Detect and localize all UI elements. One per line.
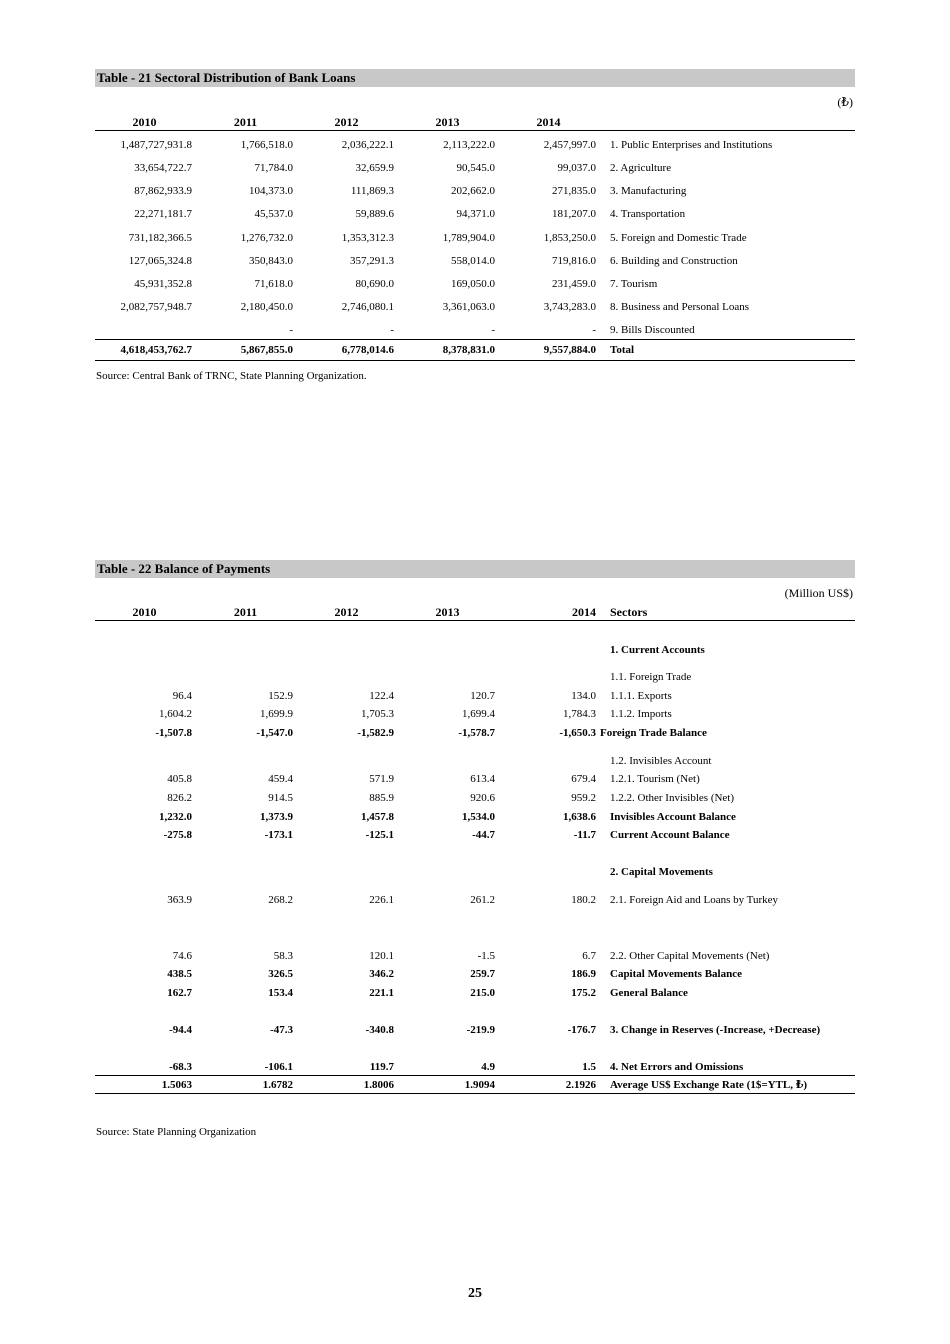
cell-2011: -1,547.0 bbox=[256, 727, 293, 739]
cell-2011: 1,373.9 bbox=[260, 811, 293, 823]
cell-2010: 363.9 bbox=[167, 894, 192, 906]
cell-2012: 1,705.3 bbox=[361, 708, 394, 720]
cell-2013: 3,361,063.0 bbox=[442, 301, 495, 313]
row-label: 6. Building and Construction bbox=[610, 255, 738, 267]
header-2011: 2011 bbox=[233, 115, 258, 129]
cell-2012: 32,659.9 bbox=[355, 162, 394, 174]
cell-2014: 679.4 bbox=[571, 773, 596, 785]
cell-2011: 71,618.0 bbox=[254, 278, 293, 290]
cell-2011: 350,843.0 bbox=[249, 255, 293, 267]
table22-header-row bbox=[95, 604, 855, 620]
row-label: Average US$ Exchange Rate (1$=YTL, ₺) bbox=[610, 1079, 808, 1091]
cell-2011: 152.9 bbox=[268, 690, 293, 702]
table-row bbox=[95, 1059, 855, 1075]
table-row bbox=[95, 688, 855, 704]
cell-2014: 99,037.0 bbox=[557, 162, 596, 174]
cell-2010: -68.3 bbox=[169, 1061, 192, 1073]
cell-2013: 169,050.0 bbox=[451, 278, 495, 290]
cell-2011: 914.5 bbox=[268, 792, 293, 804]
cell-2011: 71,784.0 bbox=[254, 162, 293, 174]
table-row bbox=[95, 771, 855, 787]
header-2013: 2013 bbox=[435, 115, 460, 129]
cell-2013: 215.0 bbox=[470, 987, 495, 999]
table22-source: Source: State Planning Organization bbox=[96, 1126, 257, 1138]
table-row bbox=[95, 183, 855, 199]
cell-2011: 2,180,450.0 bbox=[240, 301, 293, 313]
row-label: 8. Business and Personal Loans bbox=[610, 301, 750, 313]
page-number: 25 bbox=[468, 1286, 482, 1301]
table21-header-row bbox=[95, 114, 855, 130]
cell-2014: 271,835.0 bbox=[552, 185, 596, 197]
table21-header-rule bbox=[95, 130, 855, 131]
header-2013: 2013 bbox=[435, 605, 460, 619]
table-row bbox=[95, 827, 855, 843]
table-row bbox=[95, 864, 855, 880]
row-label: 4. Transportation bbox=[610, 208, 686, 220]
cell-2013: 259.7 bbox=[470, 968, 495, 980]
row-label: 9. Bills Discounted bbox=[610, 324, 695, 336]
table21-total-rule-bottom bbox=[95, 360, 855, 361]
row-label: 2. Agriculture bbox=[610, 162, 672, 174]
table-row bbox=[95, 892, 855, 908]
row-label: 2.1. Foreign Aid and Loans by Turkey bbox=[610, 894, 779, 906]
table-row bbox=[95, 809, 855, 825]
cell-2012: 80,690.0 bbox=[355, 278, 394, 290]
cell-2011: -47.3 bbox=[270, 1024, 293, 1036]
cell-2011: 58.3 bbox=[273, 950, 293, 962]
cell-2014: -1,650.3 bbox=[559, 727, 596, 739]
header-2012: 2012 bbox=[334, 115, 359, 129]
total-2013: 8,378,831.0 bbox=[442, 344, 495, 356]
row-label: 3. Manufacturing bbox=[610, 185, 687, 197]
row-label: Foreign Trade Balance bbox=[600, 727, 707, 739]
cell-2012: -340.8 bbox=[365, 1024, 394, 1036]
total-2014: 9,557,884.0 bbox=[543, 344, 596, 356]
cell-2013: 4.9 bbox=[481, 1061, 495, 1073]
row-label: 1.2.1. Tourism (Net) bbox=[610, 773, 700, 785]
cell-2010: 74.6 bbox=[172, 950, 192, 962]
cell-2011: 1,699.9 bbox=[260, 708, 293, 720]
cell-2014: 6.7 bbox=[582, 950, 596, 962]
cell-2014: 175.2 bbox=[571, 987, 596, 999]
table22-title: Table - 22 Balance of Payments bbox=[95, 560, 855, 578]
cell-2012: - bbox=[390, 324, 394, 336]
cell-2014: -11.7 bbox=[573, 829, 596, 841]
table22-unit: (Million US$) bbox=[784, 586, 853, 600]
table-row bbox=[95, 966, 855, 982]
cell-2012: 111,869.3 bbox=[350, 185, 394, 197]
row-label: 1. Current Accounts bbox=[610, 644, 705, 656]
cell-2010: 87,862,933.9 bbox=[134, 185, 192, 197]
row-label: 1.1.1. Exports bbox=[610, 690, 672, 702]
header-2010: 2010 bbox=[132, 115, 157, 129]
total-2010: 4,618,453,762.7 bbox=[120, 344, 192, 356]
cell-2012: 59,889.6 bbox=[355, 208, 394, 220]
cell-2010: 45,931,352.8 bbox=[134, 278, 192, 290]
cell-2011: - bbox=[289, 324, 293, 336]
cell-2013: 120.7 bbox=[470, 690, 495, 702]
cell-2010: 438.5 bbox=[167, 968, 192, 980]
table21-unit: (₺) bbox=[837, 95, 853, 109]
cell-2010: -94.4 bbox=[169, 1024, 192, 1036]
cell-2010: 96.4 bbox=[172, 690, 192, 702]
cell-2013: 1,789,904.0 bbox=[442, 232, 495, 244]
cell-2011: 153.4 bbox=[268, 987, 293, 999]
cell-2014: -176.7 bbox=[567, 1024, 596, 1036]
cell-2010: 33,654,722.7 bbox=[134, 162, 192, 174]
cell-2013: 2,113,222.0 bbox=[443, 139, 495, 151]
table-row bbox=[95, 322, 855, 338]
header-2011: 2011 bbox=[233, 605, 258, 619]
cell-2012: 120.1 bbox=[369, 950, 394, 962]
cell-2013: 1,699.4 bbox=[462, 708, 495, 720]
cell-2014: 1,784.3 bbox=[563, 708, 596, 720]
cell-2014: 3,743,283.0 bbox=[543, 301, 596, 313]
cell-2012: 357,291.3 bbox=[350, 255, 394, 267]
table-row bbox=[95, 985, 855, 1001]
cell-2011: 45,537.0 bbox=[254, 208, 293, 220]
cell-2010: 1.5063 bbox=[161, 1079, 192, 1091]
cell-2014: 1,638.6 bbox=[563, 811, 596, 823]
table21-total-row bbox=[95, 342, 855, 358]
table-row bbox=[95, 253, 855, 269]
cell-2013: 920.6 bbox=[470, 792, 495, 804]
table-row bbox=[95, 160, 855, 176]
total-2011: 5,867,855.0 bbox=[240, 344, 293, 356]
table-row bbox=[95, 206, 855, 222]
table-row bbox=[95, 137, 855, 153]
cell-2011: 268.2 bbox=[268, 894, 293, 906]
cell-2013: -1.5 bbox=[477, 950, 495, 962]
cell-2010: 405.8 bbox=[167, 773, 192, 785]
cell-2014: 181,207.0 bbox=[552, 208, 596, 220]
row-label: Capital Movements Balance bbox=[610, 968, 742, 980]
cell-2013: 613.4 bbox=[470, 773, 495, 785]
cell-2013: -1,578.7 bbox=[458, 727, 495, 739]
table21-source: Source: Central Bank of TRNC, State Planning Organization. bbox=[96, 370, 367, 382]
cell-2010: -275.8 bbox=[163, 829, 192, 841]
cell-2013: -219.9 bbox=[466, 1024, 495, 1036]
cell-2013: 202,662.0 bbox=[451, 185, 495, 197]
cell-2012: 346.2 bbox=[369, 968, 394, 980]
table-row bbox=[95, 948, 855, 964]
cell-2011: -106.1 bbox=[264, 1061, 293, 1073]
cell-2010: 826.2 bbox=[167, 792, 192, 804]
cell-2013: 261.2 bbox=[470, 894, 495, 906]
table-row bbox=[95, 790, 855, 806]
cell-2012: 1,353,312.3 bbox=[341, 232, 394, 244]
row-label: General Balance bbox=[610, 987, 688, 999]
cell-2014: 1.5 bbox=[582, 1061, 596, 1073]
cell-2010: 731,182,366.5 bbox=[128, 232, 192, 244]
table-row bbox=[95, 299, 855, 315]
cell-2014: 186.9 bbox=[571, 968, 596, 980]
row-label: 4. Net Errors and Omissions bbox=[610, 1061, 744, 1073]
cell-2011: 1,276,732.0 bbox=[240, 232, 293, 244]
table-row bbox=[95, 230, 855, 246]
table-row bbox=[95, 706, 855, 722]
cell-2013: 90,545.0 bbox=[456, 162, 495, 174]
table21-total-rule-top bbox=[95, 339, 855, 340]
cell-2013: 558,014.0 bbox=[451, 255, 495, 267]
cell-2011: 1,766,518.0 bbox=[240, 139, 293, 151]
row-label: 1.1. Foreign Trade bbox=[610, 671, 692, 683]
table22-exchange-rule bbox=[95, 1075, 855, 1076]
cell-2011: 104,373.0 bbox=[249, 185, 293, 197]
table22-bottom-rule bbox=[95, 1093, 855, 1094]
cell-2014: 719,816.0 bbox=[552, 255, 596, 267]
cell-2010: 127,065,324.8 bbox=[128, 255, 192, 267]
header-2014: 2014 bbox=[536, 115, 561, 129]
cell-2013: 94,371.0 bbox=[456, 208, 495, 220]
row-label: 2.2. Other Capital Movements (Net) bbox=[610, 950, 770, 962]
cell-2012: 119.7 bbox=[369, 1061, 394, 1073]
cell-2012: 1.8006 bbox=[363, 1079, 394, 1091]
cell-2010: 1,232.0 bbox=[159, 811, 192, 823]
cell-2012: 2,036,222.1 bbox=[341, 139, 394, 151]
table-row bbox=[95, 1022, 855, 1038]
cell-2010: 1,604.2 bbox=[159, 708, 192, 720]
row-label: 1. Public Enterprises and Institutions bbox=[610, 139, 773, 151]
cell-2013: -44.7 bbox=[472, 829, 495, 841]
cell-2011: -173.1 bbox=[264, 829, 293, 841]
table21-title: Table - 21 Sectoral Distribution of Bank Loans bbox=[95, 69, 855, 87]
cell-2012: 2,746,080.1 bbox=[341, 301, 394, 313]
row-label: 7. Tourism bbox=[610, 278, 658, 290]
row-label: 3. Change in Reserves (-Increase, +Decrease) bbox=[610, 1024, 821, 1036]
row-label: 1.2. Invisibles Account bbox=[610, 755, 712, 767]
cell-2014: 1,853,250.0 bbox=[543, 232, 596, 244]
cell-2014: 2,457,997.0 bbox=[543, 139, 596, 151]
cell-2014: - bbox=[592, 324, 596, 336]
header-sectors: Sectors bbox=[610, 605, 648, 619]
cell-2014: 959.2 bbox=[571, 792, 596, 804]
cell-2011: 1.6782 bbox=[262, 1079, 293, 1091]
cell-2012: 885.9 bbox=[369, 792, 394, 804]
total-2012: 6,778,014.6 bbox=[341, 344, 394, 356]
cell-2011: 459.4 bbox=[268, 773, 293, 785]
header-2014: 2014 bbox=[572, 605, 596, 619]
table22-header-rule bbox=[95, 620, 855, 621]
cell-2012: -1,582.9 bbox=[357, 727, 394, 739]
header-2010: 2010 bbox=[132, 605, 157, 619]
table-row bbox=[95, 276, 855, 292]
cell-2012: 571.9 bbox=[369, 773, 394, 785]
row-label: 5. Foreign and Domestic Trade bbox=[610, 232, 747, 244]
cell-2010: 1,487,727,931.8 bbox=[120, 139, 192, 151]
row-label: 2. Capital Movements bbox=[610, 866, 713, 878]
cell-2014: 134.0 bbox=[571, 690, 596, 702]
cell-2013: 1,534.0 bbox=[462, 811, 495, 823]
table-row bbox=[95, 669, 855, 685]
cell-2011: 326.5 bbox=[268, 968, 293, 980]
cell-2014: 231,459.0 bbox=[552, 278, 596, 290]
table-row bbox=[95, 725, 855, 741]
cell-2012: 1,457.8 bbox=[361, 811, 394, 823]
cell-2010: 162.7 bbox=[167, 987, 192, 999]
table-row bbox=[95, 642, 855, 658]
cell-2014: 2.1926 bbox=[565, 1079, 596, 1091]
row-label: 1.2.2. Other Invisibles (Net) bbox=[610, 792, 735, 804]
cell-2013: - bbox=[491, 324, 495, 336]
cell-2012: 221.1 bbox=[369, 987, 394, 999]
header-2012: 2012 bbox=[334, 605, 359, 619]
total-label: Total bbox=[610, 344, 635, 356]
table-row bbox=[95, 753, 855, 769]
cell-2014: 180.2 bbox=[571, 894, 596, 906]
row-label: Current Account Balance bbox=[610, 829, 730, 841]
cell-2010: 2,082,757,948.7 bbox=[120, 301, 192, 313]
row-label: Invisibles Account Balance bbox=[610, 811, 736, 823]
cell-2010: 22,271,181.7 bbox=[134, 208, 192, 220]
row-label: 1.1.2. Imports bbox=[610, 708, 672, 720]
cell-2012: -125.1 bbox=[365, 829, 394, 841]
table-row bbox=[95, 1077, 855, 1093]
cell-2012: 226.1 bbox=[369, 894, 394, 906]
cell-2012: 122.4 bbox=[369, 690, 394, 702]
cell-2013: 1.9094 bbox=[464, 1079, 495, 1091]
cell-2010: -1,507.8 bbox=[155, 727, 192, 739]
